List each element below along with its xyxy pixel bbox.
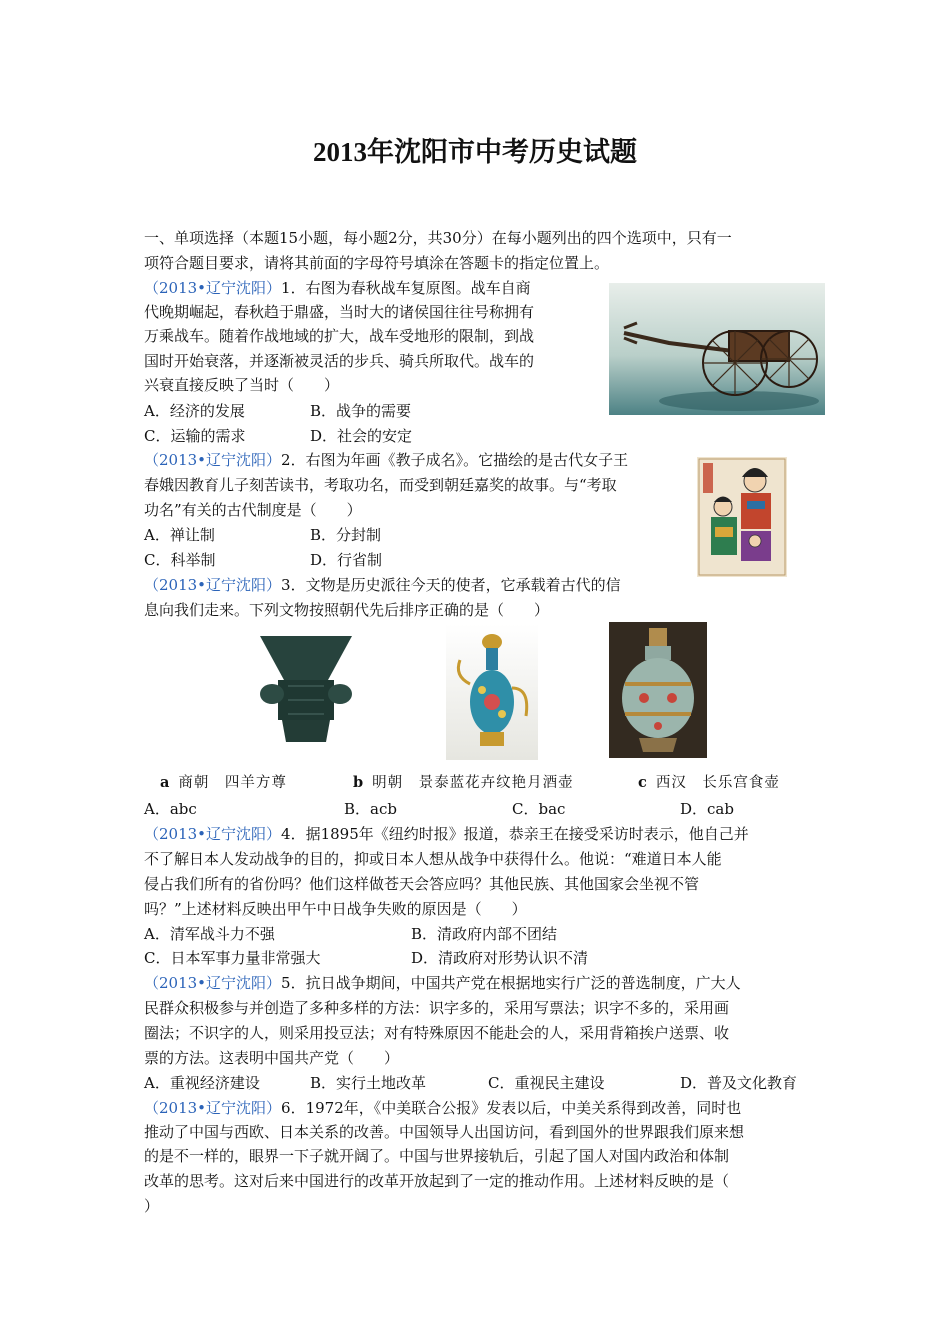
q3-stem-line-1: （2013•辽宁沈阳）3．文物是历史派往今天的使者，它承载着古代的信 [144, 576, 621, 594]
q4-option-c[interactable]: C．日本军事力量非常强大 [144, 949, 321, 967]
q2-option-d[interactable]: D．行省制 [310, 551, 383, 569]
q2-stem-line-1: （2013•辽宁沈阳）2．右图为年画《教子成名》。它描绘的是古代女子王 [144, 451, 629, 469]
q5-option-a[interactable]: A．重视经济建设 [144, 1074, 260, 1092]
q1-stem-line-2: 代晚期崛起，春秋趋于鼎盛，当时大的诸侯国往往号称拥有 [144, 303, 535, 321]
q1-stem-line-1: （2013•辽宁沈阳）1．右图为春秋战车复原图。战车自商 [144, 279, 531, 297]
new-year-painting-image [697, 457, 787, 577]
q5-option-b[interactable]: B．实行土地改革 [310, 1074, 427, 1092]
four-ram-zun-image [248, 630, 364, 746]
q2-option-c[interactable]: C．科举制 [144, 551, 216, 569]
q2-option-a[interactable]: A．禅让制 [144, 526, 215, 544]
q4-stem-line-4: 吗？”上述材料反映出甲午中日战争失败的原因是（ ） [144, 900, 527, 918]
q6-stem-line-5: ） [144, 1197, 160, 1215]
q4-stem-line-2: 不了解日本人发动战争的目的，抑或日本人想从战争中获得什么。他说：“难道日本人能 [144, 850, 722, 868]
section-instruction-line-2: 项符合题目要求，请将其前面的字母符号填涂在答题卡的指定位置上。 [144, 254, 610, 272]
q2-stem-line-3: 功名”有关的古代制度是（ ） [144, 501, 362, 519]
q1-option-b[interactable]: B．战争的需要 [310, 402, 412, 420]
chariot-image [609, 283, 825, 415]
jingtai-wine-pot-image [446, 624, 538, 760]
section-instruction-line-1: 一、单项选择（本题15小题，每小题2分，共30分）在每小题列出的四个选项中，只有一 [144, 229, 732, 247]
page-title: 2013年沈阳市中考历史试题 [313, 137, 637, 167]
q3-option-a[interactable]: A．abc [144, 800, 197, 818]
q5-stem-line-4: 票的方法。这表明中国共产党（ ） [144, 1049, 400, 1067]
q5-option-d[interactable]: D．普及文化教育 [680, 1074, 798, 1092]
q4-option-d[interactable]: D．清政府对形势认识不清 [411, 949, 589, 967]
q2-option-b[interactable]: B．分封制 [310, 526, 382, 544]
q3-stem-line-2: 息向我们走来。下列文物按照朝代先后排序正确的是（ ） [144, 601, 550, 619]
artifact-caption-c: c 西汉 长乐宫食壶 [638, 774, 780, 791]
q2-stem-line-2: 春娥因教育儿子刻苦读书，考取功名，而受到朝廷嘉奖的故事。与“考取 [144, 476, 617, 494]
q6-stem-line-3: 的是不一样的，眼界一下子就开阔了。中国与世界接轨后，引起了国人对国内政治和体制 [144, 1147, 730, 1165]
q6-stem-line-2: 推动了中国与西欧、日本关系的改善。中国领导人出国访问，看到国外的世界跟我们原来想 [144, 1123, 745, 1141]
q1-stem-line-3: 万乘战车。随着作战地域的扩大，战车受地形的限制，到战 [144, 327, 535, 345]
q4-stem-line-3: 侵占我们所有的省份吗？他们这样做苍天会答应吗？其他民族、其他国家会坐视不管 [144, 875, 700, 893]
q5-stem-line-3: 圈法；不识字的人，则采用投豆法；对有特殊原因不能赴会的人，采用背箱挨户送票、收 [144, 1024, 730, 1042]
artifact-caption-a: a 商朝 四羊方尊 [160, 774, 287, 791]
artifact-caption-b: b 明朝 景泰蓝花卉纹艳月酒壶 [353, 774, 574, 791]
q3-option-b[interactable]: B．acb [344, 800, 397, 818]
q1-stem-line-4: 国时开始衰落，并逐渐被灵活的步兵、骑兵所取代。战车的 [144, 352, 535, 370]
q5-stem-line-1: （2013•辽宁沈阳）5．抗日战争期间，中国共产党在根据地实行广泛的普选制度，广大人 [144, 974, 741, 992]
q4-option-b[interactable]: B．清政府内部不团结 [411, 925, 558, 943]
q4-option-a[interactable]: A．清军战斗力不强 [144, 925, 275, 943]
q6-stem-line-4: 改革的思考。这对后来中国进行的改革开放起到了一定的推动作用。上述材料反映的是（ [144, 1172, 730, 1190]
q1-option-d[interactable]: D．社会的安定 [310, 427, 413, 445]
q1-option-c[interactable]: C．运输的需求 [144, 427, 246, 445]
q6-stem-line-1: （2013•辽宁沈阳）6．1972年，《中美联合公报》发表以后，中美关系得到改善，同时也 [144, 1099, 742, 1117]
source-tag: （2013•辽宁沈阳） [144, 279, 282, 297]
q3-option-d[interactable]: D．cab [680, 800, 734, 818]
changle-palace-pot-image [609, 622, 707, 758]
q1-option-a[interactable]: A．经济的发展 [144, 402, 245, 420]
q5-stem-line-2: 民群众积极参与并创造了多种多样的方法：识字多的，采用写票法；识字不多的，采用画 [144, 999, 730, 1017]
q5-option-c[interactable]: C．重视民主建设 [488, 1074, 605, 1092]
q4-stem-line-1: （2013•辽宁沈阳）4．据1895年《纽约时报》报道，恭亲王在接受采访时表示，他自己并 [144, 825, 749, 843]
q1-stem-line-5: 兴衰直接反映了当时（ ） [144, 376, 340, 394]
q3-option-c[interactable]: C．bac [512, 800, 566, 818]
